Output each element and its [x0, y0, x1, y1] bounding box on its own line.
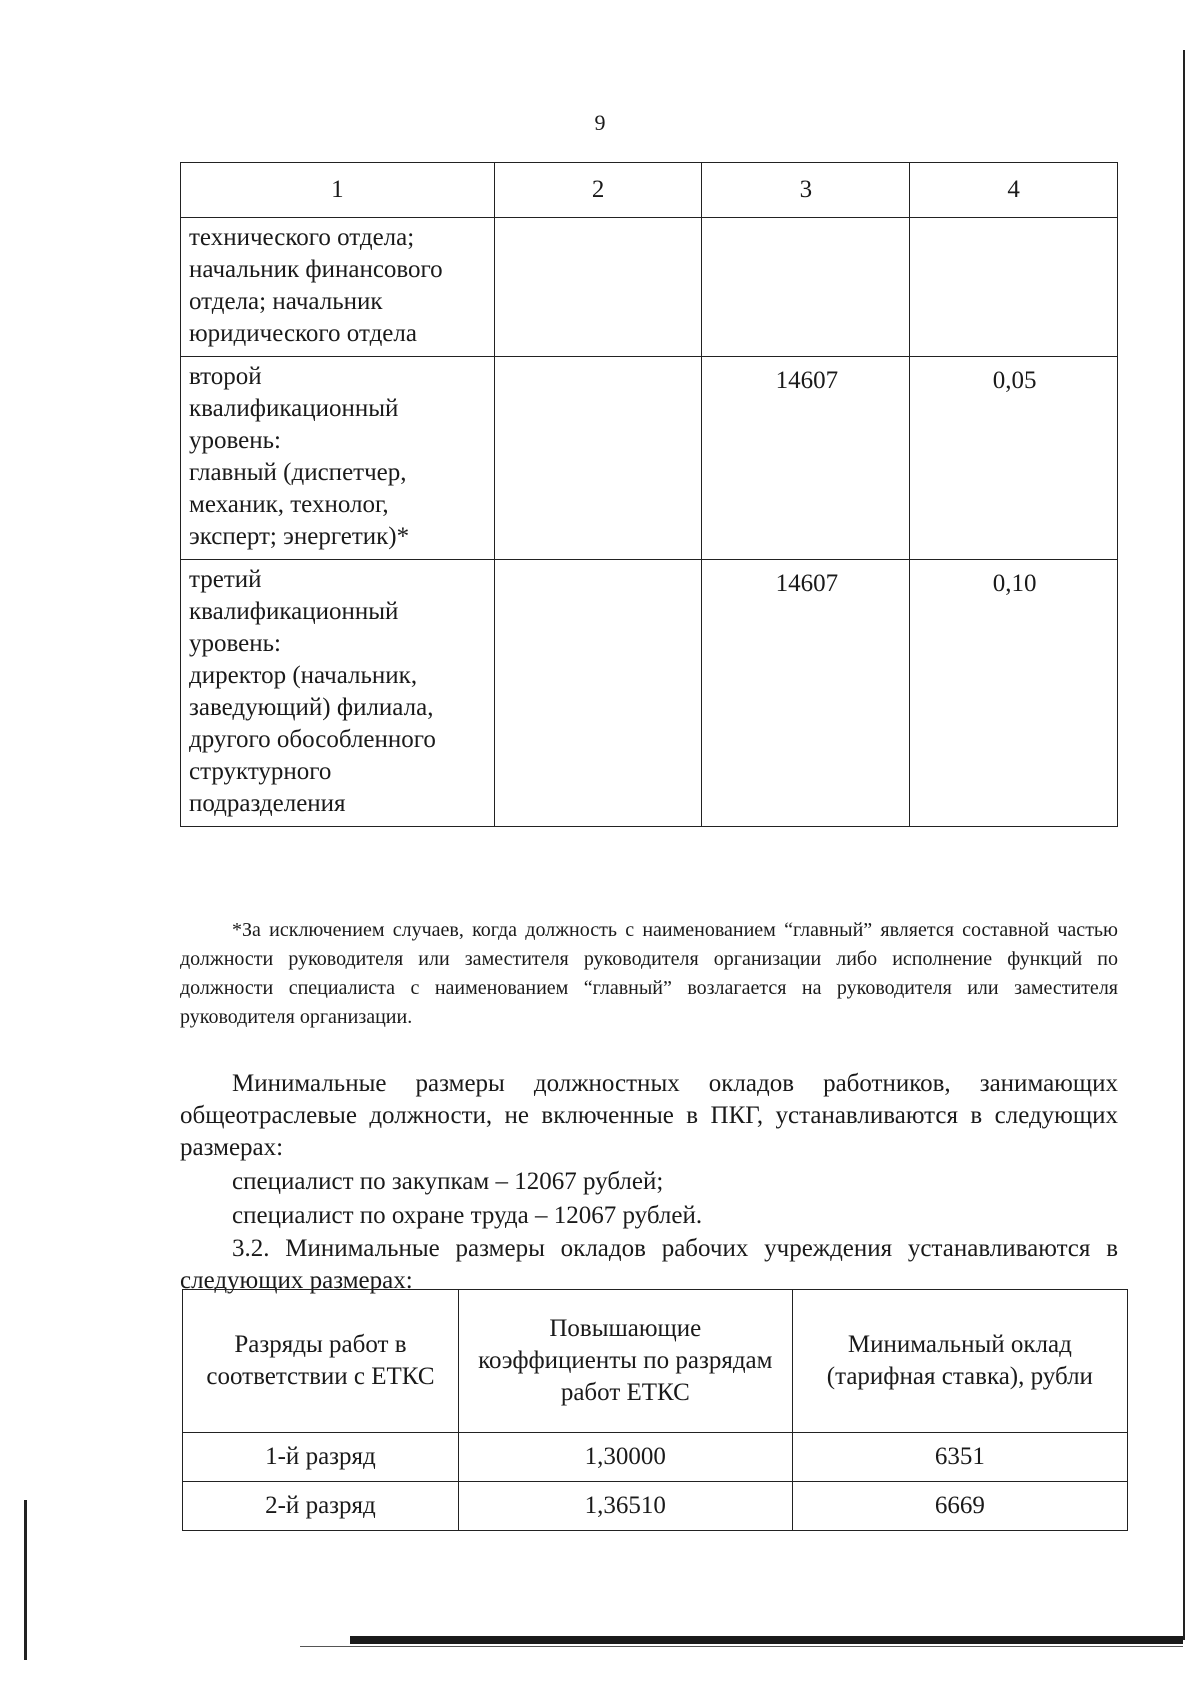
- scan-edge-bottom: [350, 1636, 1183, 1644]
- table-row: [181, 560, 1118, 827]
- position-line: второй: [189, 363, 262, 390]
- cell-coefficient: [910, 218, 1118, 357]
- grade-cell: 2-й разряд: [183, 1482, 459, 1531]
- column-header-4: 4: [910, 163, 1118, 218]
- position-line: отдела; начальник: [189, 288, 383, 315]
- column-header-1: 1: [181, 163, 495, 218]
- coefficient-cell: 1,30000: [458, 1433, 792, 1482]
- cell-col2: [494, 560, 702, 827]
- position-line: квалификационный: [189, 395, 399, 422]
- paragraph-workers-salaries: 3.2. Минимальные размеры окладов рабочих учреждения устанавливаются в следующих размерах:: [180, 1235, 1118, 1294]
- table-row: [181, 218, 1118, 357]
- grades-table: [182, 1289, 1128, 1531]
- table-row: [181, 357, 1118, 560]
- header-coefficient: Повышающие коэффициенты по разрядам работ ЕТКС: [458, 1290, 792, 1433]
- page-number: 9: [594, 110, 606, 135]
- table-header-row: [183, 1290, 1128, 1433]
- qualification-table: [180, 162, 1118, 827]
- labor-safety-specialist-line: специалист по охране труда – 12067 рублей.: [232, 1202, 703, 1229]
- cell-col2: [494, 357, 702, 560]
- table-header-row: [181, 163, 1118, 218]
- position-line: заведующий) филиала,: [189, 694, 434, 721]
- cell-salary: [702, 218, 910, 357]
- cell-coefficient: 0,05: [910, 357, 1118, 560]
- coefficient-cell: 1,36510: [458, 1482, 792, 1531]
- table-row: [183, 1482, 1128, 1531]
- cell-salary: 14607: [702, 357, 910, 560]
- position-line: структурного: [189, 758, 332, 785]
- table-row: [183, 1433, 1128, 1482]
- cell-salary: 14607: [702, 560, 910, 827]
- scan-edge-left: [24, 1500, 27, 1660]
- header-grade: Разряды работ в соответствии с ЕТКС: [183, 1290, 459, 1433]
- position-line: уровень:: [189, 427, 281, 454]
- salary-cell: 6669: [792, 1482, 1127, 1531]
- position-line: начальник финансового: [189, 256, 443, 283]
- footnote: *За исключением случаев, когда должность с наименованием “главный” является составной частью должности руководителя или заместителя руководителя организации либо исполнение функций по должности специалиста с наименованием “главный” возлагается на руководителя или заместителя руководителя организации.: [180, 919, 1118, 1028]
- grade-cell: 1-й разряд: [183, 1433, 459, 1482]
- position-line: эксперт; энергетик)*: [189, 523, 410, 550]
- position-line: главный (диспетчер,: [189, 459, 407, 486]
- position-cell: [181, 560, 495, 827]
- position-line: юридического отдела: [189, 320, 417, 347]
- position-line: уровень:: [189, 630, 281, 657]
- position-line: подразделения: [189, 790, 346, 817]
- column-header-2: 2: [494, 163, 702, 218]
- column-header-3: 3: [702, 163, 910, 218]
- position-cell: [181, 357, 495, 560]
- header-salary: Минимальный оклад (тарифная ставка), рубли: [792, 1290, 1127, 1433]
- position-line: третий: [189, 566, 262, 593]
- position-cell: [181, 218, 495, 357]
- position-line: механик, технолог,: [189, 491, 389, 518]
- cell-col2: [494, 218, 702, 357]
- position-line: технического отдела;: [189, 224, 415, 251]
- procurement-specialist-line: специалист по закупкам – 12067 рублей;: [232, 1168, 664, 1195]
- salary-cell: 6351: [792, 1433, 1127, 1482]
- scan-edge-right: [1183, 50, 1185, 1640]
- cell-coefficient: 0,10: [910, 560, 1118, 827]
- scan-edge-bottom-thin: [300, 1646, 1183, 1647]
- paragraph-general-positions: Минимальные размеры должностных окладов работников, занимающих общеотраслевые должности, не включенные в ПКГ, устанавливаются в следующих размерах:: [180, 1070, 1118, 1161]
- position-line: квалификационный: [189, 598, 399, 625]
- position-line: другого обособленного: [189, 726, 436, 753]
- position-line: директор (начальник,: [189, 662, 418, 689]
